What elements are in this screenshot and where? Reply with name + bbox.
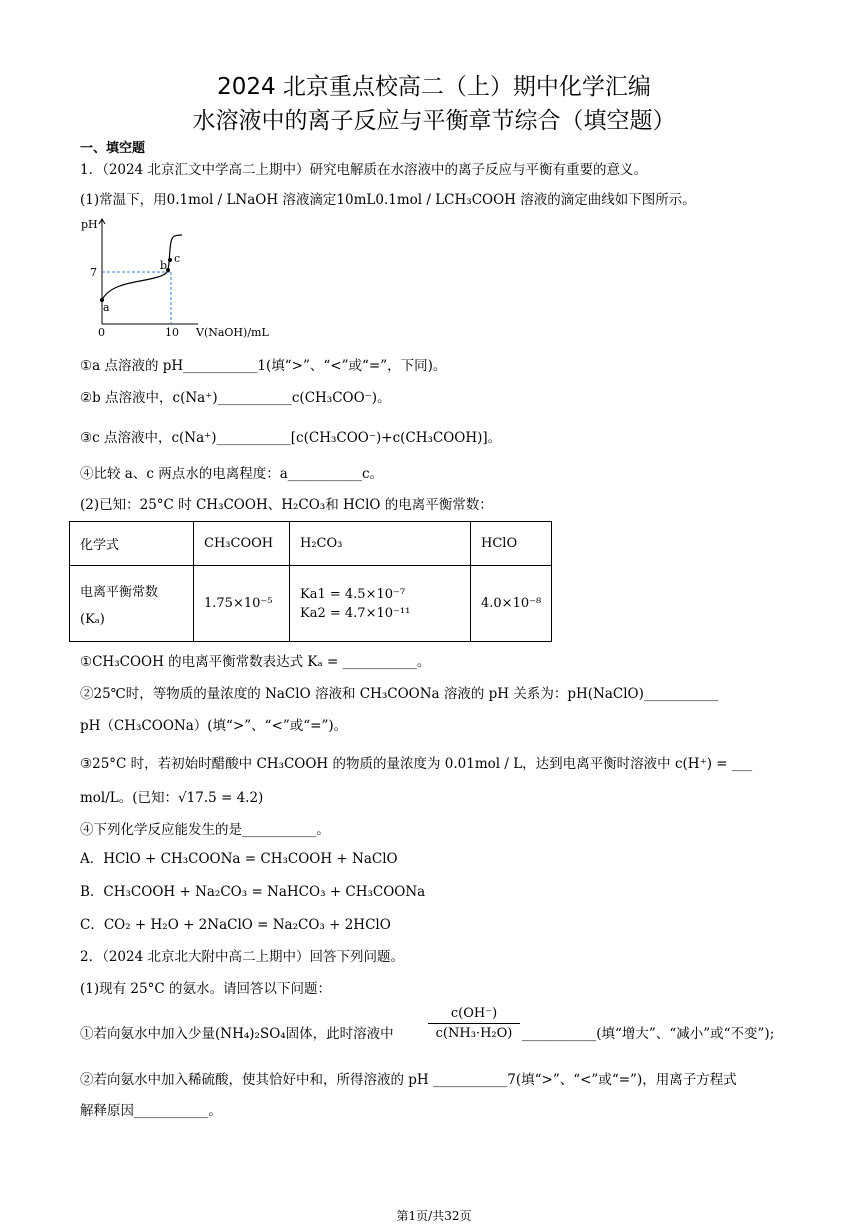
q1-option-a: A．HClO + CH₃COONa = CH₃COOH + NaClO <box>80 851 398 867</box>
q2-stem: 2．（2024 北京北大附中高二上期中）回答下列问题。 <box>80 949 404 965</box>
q1-item-2: ②b 点溶液中，c(Na⁺)___________c(CH₃COO⁻)。 <box>80 390 391 406</box>
table-row-label <box>70 566 194 642</box>
q2-fraction <box>428 1006 520 1041</box>
table-header-carbonic: H₂CO₃ <box>290 522 471 566</box>
page-title-line2: 水溶液中的离子反应与平衡章节综合（填空题） <box>192 108 676 134</box>
table-row-label-l2: (Kₐ) <box>80 611 105 627</box>
q1-part2-item-3-cont: mol/L。(已知：√17.5 = 4.2) <box>80 790 264 806</box>
q1-option-b: B．CH₃COOH + Na₂CO₃ = NaHCO₃ + CH₃COONa <box>80 884 426 900</box>
page-footer: 第1页/共32页 <box>396 1209 472 1223</box>
table-value-hclo: 4.0×10⁻⁸ <box>471 566 552 642</box>
q1-part1-intro: (1)常温下，用0.1mol / LNaOH 溶液滴定10mL0.1mol / LCH₃COOH 溶液的滴定曲线如下图所示。 <box>80 192 696 208</box>
q1-part2-item-3: ③25°C 时，若初始时醋酸中 CH₃COOH 的物质的量浓度为 0.01mol / L，达到电离平衡时溶液中 c(H⁺) = ___ <box>80 756 753 772</box>
q2-part1-intro: (1)现有 25°C 的氨水。请回答以下问题： <box>80 981 331 997</box>
table-header-hclo: HClO <box>471 522 552 566</box>
fraction-bar <box>428 1023 520 1024</box>
graph-xlabel: V(NaOH)/mL <box>196 326 269 339</box>
table-value-acetic: 1.75×10⁻⁵ <box>194 566 290 642</box>
q2-item-2-line1: ②若向氨水中加入稀硫酸，使其恰好中和，所得溶液的 pH ___________7(填“>”、“<”或“=”)，用离子方程式 <box>80 1072 737 1088</box>
q1-part2-item-2: ②25℃时，等物质的量浓度的 NaClO 溶液和 CH₃COONa 溶液的 pH 关系为：pH(NaClO)___________ <box>80 686 719 702</box>
q2-item-1-pre: ①若向氨水中加入少量(NH₄)₂SO₄固体，此时溶液中 <box>80 1026 394 1042</box>
table-header-formula: 化学式 <box>70 522 194 566</box>
graph-ylabel: pH <box>81 218 98 231</box>
q2-item-2-line2: 解释原因___________。 <box>80 1103 222 1119</box>
graph-x10-label: 10 <box>165 326 179 339</box>
q1-part2-item-2-cont: pH（CH₃COONa）(填“>”、“<”或“=”)。 <box>80 718 348 734</box>
q1-part2-item-4: ④下列化学反应能发生的是___________。 <box>80 822 330 838</box>
graph-point-c: c <box>174 252 181 265</box>
q1-part2-item-1: ①CH₃COOH 的电离平衡常数表达式 Kₐ = ___________。 <box>80 654 431 670</box>
ionization-constant-table <box>69 521 552 642</box>
q2-fraction-numerator: c(OH⁻) <box>450 1006 498 1021</box>
q2-item-1-post: ___________(填“增大”、“减小”或“不变”); <box>522 1026 775 1042</box>
q1-stem: 1．（2024 北京汇文中学高二上期中）研究电解质在水溶液中的离子反应与平衡有重要的意义。 <box>80 162 647 178</box>
titration-curve-graph <box>78 214 278 342</box>
q1-item-4: ④比较 a、c 两点水的电离程度：a___________c。 <box>80 466 384 482</box>
graph-point-b: b <box>160 259 168 272</box>
q1-part2-intro: (2)已知：25°C 时 CH₃COOH、H₂CO₃和 HClO 的电离平衡常数： <box>80 497 493 513</box>
table-value-ka2: Ka2 = 4.7×10⁻¹¹ <box>300 605 411 621</box>
q1-item-3: ③c 点溶液中，c(Na⁺)___________[c(CH₃COO⁻)+c(CH₃COOH)]。 <box>80 430 502 446</box>
table-value-ka1: Ka1 = 4.5×10⁻⁷ <box>300 586 406 602</box>
q1-item-1: ①a 点溶液的 pH___________1(填“>”、“<”或“=”，下同)。 <box>80 358 447 374</box>
page-title-line1: 2024 北京重点校高二（上）期中化学汇编 <box>217 74 651 100</box>
graph-y7-label: 7 <box>90 266 97 279</box>
table-header-acetic: CH₃COOH <box>194 522 290 566</box>
q2-fraction-denominator: c(NH₃·H₂O) <box>435 1026 513 1041</box>
section-heading: 一、填空题 <box>80 141 146 156</box>
graph-point-a: a <box>103 301 110 314</box>
table-value-carbonic <box>290 566 471 642</box>
q1-option-c: C．CO₂ + H₂O + 2NaClO = Na₂CO₃ + 2HClO <box>80 917 391 933</box>
graph-x0-label: 0 <box>98 326 105 339</box>
table-row-label-l1: 电离平衡常数 <box>80 584 159 600</box>
